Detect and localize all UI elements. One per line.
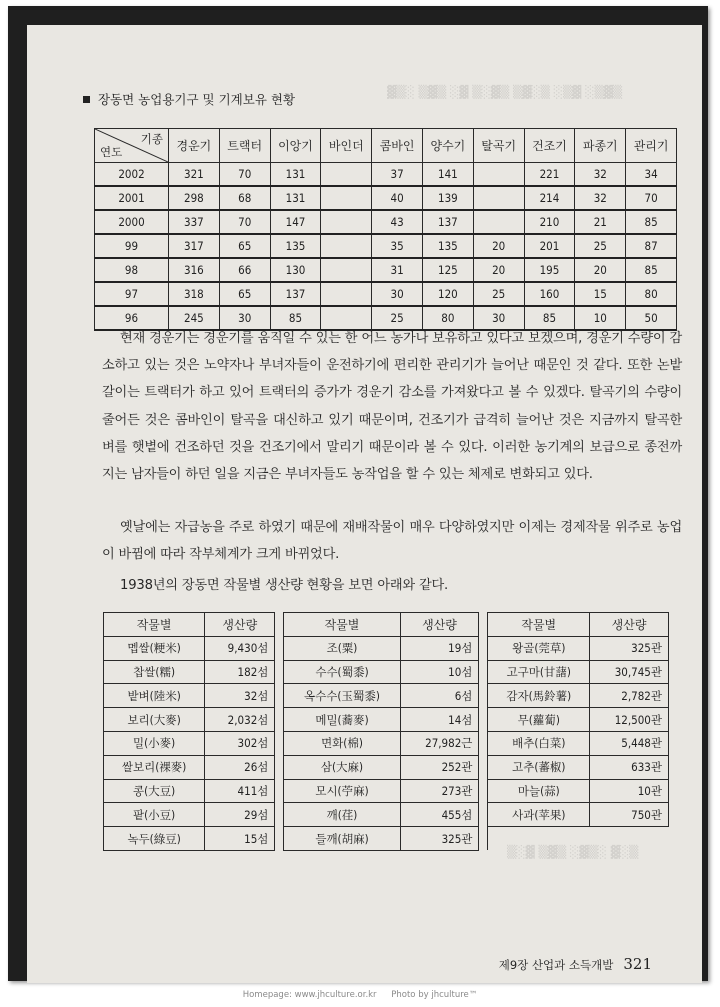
- count-cell: 160: [524, 282, 575, 306]
- column-gap: [479, 684, 488, 708]
- column-gap: [479, 731, 488, 755]
- crop-name-cell: 메밀(蕎麥): [284, 708, 400, 732]
- crop-name-cell: 찹쌀(糯): [104, 660, 205, 684]
- column-gap: [275, 827, 284, 851]
- count-cell: 130: [270, 258, 321, 282]
- crop-header: 작물별: [104, 613, 205, 637]
- count-cell: 85: [626, 258, 677, 282]
- count-cell: 30: [219, 306, 270, 330]
- crop-name-cell: 고구마(甘藷): [488, 660, 590, 684]
- chapter-title: 제9장 산업과 소득개발: [498, 958, 614, 972]
- column-gap: [479, 779, 488, 803]
- column-gap: [275, 613, 284, 637]
- machinery-column-header: 탈곡기: [473, 129, 524, 163]
- crop-name-cell: 사과(苹果): [488, 803, 590, 827]
- count-cell: 31: [372, 258, 423, 282]
- count-cell: [473, 210, 524, 234]
- crop-amount-cell: 6섬: [400, 684, 479, 708]
- book-page: [27, 25, 702, 983]
- crop-row: [104, 660, 669, 684]
- crop-name-cell: 고추(蕃椒): [488, 755, 590, 779]
- crop-row: [104, 779, 669, 803]
- machinery-column-header: 콤바인: [372, 129, 423, 163]
- count-cell: 135: [270, 234, 321, 258]
- count-cell: 298: [169, 186, 220, 210]
- count-cell: 131: [270, 186, 321, 210]
- count-cell: [321, 163, 372, 187]
- machinery-column-header: 경운기: [169, 129, 220, 163]
- count-cell: 147: [270, 210, 321, 234]
- photo-by-credit: Photo by jhculture™: [391, 990, 478, 1000]
- crop-row: [104, 731, 669, 755]
- count-cell: [321, 282, 372, 306]
- count-cell: 20: [473, 234, 524, 258]
- crop-amount-cell: 10섬: [400, 660, 479, 684]
- count-cell: 210: [524, 210, 575, 234]
- crop-production-table: [103, 612, 669, 851]
- count-cell: 195: [524, 258, 575, 282]
- count-cell: 137: [270, 282, 321, 306]
- crop-name-cell: 콩(大豆): [104, 779, 205, 803]
- column-gap: [275, 803, 284, 827]
- crop-amount-cell: 325관: [590, 636, 669, 660]
- crop-amount-cell: 26섬: [205, 755, 275, 779]
- count-cell: 87: [626, 234, 677, 258]
- count-cell: 85: [270, 306, 321, 330]
- count-cell: [321, 186, 372, 210]
- crop-row: [104, 636, 669, 660]
- photo-credit: [0, 990, 720, 1000]
- count-cell: [321, 234, 372, 258]
- count-cell: 30: [473, 306, 524, 330]
- crop-amount-cell: 29섬: [205, 803, 275, 827]
- crop-amount-cell: 252관: [400, 755, 479, 779]
- count-cell: 50: [626, 306, 677, 330]
- count-cell: 316: [169, 258, 220, 282]
- photo-frame: [8, 6, 708, 981]
- count-cell: 135: [422, 234, 473, 258]
- column-gap: [479, 613, 488, 637]
- crop-amount-cell: 32섬: [205, 684, 275, 708]
- column-gap: [479, 755, 488, 779]
- machinery-row: [95, 234, 677, 258]
- column-gap: [275, 755, 284, 779]
- column-gap: [479, 803, 488, 827]
- count-cell: 40: [372, 186, 423, 210]
- count-cell: 32: [575, 186, 626, 210]
- crop-amount-cell: 302섬: [205, 731, 275, 755]
- homepage-credit: Homepage: www.jhculture.or.kr: [242, 990, 377, 1000]
- column-gap: [275, 684, 284, 708]
- crop-name-cell: 모시(苧麻): [284, 779, 400, 803]
- machinery-header-row: [95, 129, 677, 163]
- crop-name-cell: 쌀보리(裸麥): [104, 755, 205, 779]
- amount-header: 생산량: [205, 613, 275, 637]
- column-gap: [275, 708, 284, 732]
- crop-amount-cell: 14섬: [400, 708, 479, 732]
- crop-name-cell: 수수(蜀黍): [284, 660, 400, 684]
- count-cell: 25: [575, 234, 626, 258]
- crop-name-cell: 녹두(綠豆): [104, 827, 205, 851]
- machinery-column-header: 이앙기: [270, 129, 321, 163]
- crop-amount-cell: 182섬: [205, 660, 275, 684]
- crop-amount-cell: 30,745관: [590, 660, 669, 684]
- corner-top-label: 기종: [140, 132, 163, 146]
- count-cell: 43: [372, 210, 423, 234]
- machinery-row: [95, 258, 677, 282]
- crop-amount-cell: 9,430섬: [205, 636, 275, 660]
- crop-name-cell: 조(粟): [284, 636, 400, 660]
- crop-row: [104, 827, 669, 851]
- crop-name-cell: 밀(小麥): [104, 731, 205, 755]
- crop-amount-cell: 10관: [590, 779, 669, 803]
- column-gap: [479, 827, 488, 851]
- count-cell: 65: [219, 234, 270, 258]
- crop-amount-cell: 27,982근: [400, 731, 479, 755]
- count-cell: [473, 163, 524, 187]
- crop-name-cell: 보리(大麥): [104, 708, 205, 732]
- machinery-row: [95, 163, 677, 187]
- count-cell: 70: [219, 163, 270, 187]
- count-cell: 15: [575, 282, 626, 306]
- crop-amount-cell: 5,448관: [590, 731, 669, 755]
- count-cell: 125: [422, 258, 473, 282]
- year-cell: 98: [95, 258, 169, 282]
- paragraph-machinery: 현재 경운기는 경운기를 움직일 수 있는 한 어느 농가나 보유하고 있다고 보겠으며, 경운기 수량이 감소하고 있는 것은 노약자나 부녀자들이 운전하기에 편리한 관리기가 늘어난 때문인 것 같다. 또한 논밭갈이는 트랙터가 하고 있어 트랙터의 증가가 경운기 감소를 가져왔다고 볼 수 있겠다. 탈곡기의 수량이 줄어든 것은 콤바인이 탈곡을 대신하고 있기 때문이며, 건조기가 급격히 늘어난 것은 지금까지 탈곡한 벼를 햇볕에 건조하던 것을 건조기에서 말리기 때문이라 볼 수 있다. 이러한 농기계의 보급으로 종전까지는 남자들이 하던 일을 지금은 부녀자들도 농작업을 할 수 있는 체제로 변화되고 있다.: [102, 331, 682, 483]
- count-cell: 245: [169, 306, 220, 330]
- year-cell: 2001: [95, 186, 169, 210]
- count-cell: 66: [219, 258, 270, 282]
- machinery-row: [95, 186, 677, 210]
- count-cell: 70: [626, 186, 677, 210]
- count-cell: [473, 186, 524, 210]
- crop-amount-cell: 2,032섬: [205, 708, 275, 732]
- crop-amount-cell: 750관: [590, 803, 669, 827]
- count-cell: 80: [422, 306, 473, 330]
- count-cell: 20: [575, 258, 626, 282]
- crop-name-cell: 밭벼(陸米): [104, 684, 205, 708]
- crop-name-cell: 왕골(莞草): [488, 636, 590, 660]
- count-cell: 35: [372, 234, 423, 258]
- count-cell: 131: [270, 163, 321, 187]
- crop-name-cell: 배추(白菜): [488, 731, 590, 755]
- count-cell: 10: [575, 306, 626, 330]
- count-cell: 65: [219, 282, 270, 306]
- count-cell: 201: [524, 234, 575, 258]
- machinery-column-header: 관리기: [626, 129, 677, 163]
- count-cell: [321, 258, 372, 282]
- machinery-column-header: 바인더: [321, 129, 372, 163]
- crop-amount-cell: 12,500관: [590, 708, 669, 732]
- count-cell: 20: [473, 258, 524, 282]
- crop-amount-cell: 2,782관: [590, 684, 669, 708]
- count-cell: 317: [169, 234, 220, 258]
- crop-row: [104, 684, 669, 708]
- count-cell: 120: [422, 282, 473, 306]
- crop-name-cell: 삼(大麻): [284, 755, 400, 779]
- count-cell: 68: [219, 186, 270, 210]
- bleed-through-text: ▓▒░ ▒▓▒ ░▓ ▒░▓▒ ▒▓░▒ ░▒▓ ░▒▓▒: [387, 85, 623, 99]
- crop-name-cell: 깨(荏): [284, 803, 400, 827]
- machinery-column-header: 건조기: [524, 129, 575, 163]
- count-cell: 137: [422, 210, 473, 234]
- year-cell: 96: [95, 306, 169, 330]
- count-cell: 25: [473, 282, 524, 306]
- count-cell: [321, 210, 372, 234]
- count-cell: 25: [372, 306, 423, 330]
- year-cell: 99: [95, 234, 169, 258]
- corner-bottom-label: 연도: [100, 145, 123, 159]
- crop-name-cell: 마늘(蒜): [488, 779, 590, 803]
- paragraph-crops: 옛날에는 자급농을 주로 하였기 때문에 재배작물이 매우 다양하였지만 이제는 경제작물 위주로 농업이 바뀜에 따라 작부체계가 크게 바뀌었다.: [102, 520, 682, 563]
- year-cell: 97: [95, 282, 169, 306]
- count-cell: 32: [575, 163, 626, 187]
- table-heading: 장동면 농업용기구 및 기계보유 현황: [83, 90, 295, 108]
- machinery-column-header: 트랙터: [219, 129, 270, 163]
- crop-name-cell: 멥쌀(粳米): [104, 636, 205, 660]
- column-gap: [479, 636, 488, 660]
- crop-amount-cell: 325관: [400, 827, 479, 851]
- machinery-table: [94, 128, 677, 331]
- crop-name-cell: 면화(棉): [284, 731, 400, 755]
- machinery-column-header: 양수기: [422, 129, 473, 163]
- page-footer: [499, 955, 652, 973]
- bleed-through-text: ▒░▓ ▒▓▒ ░▓▒░ ▓░▒: [507, 845, 639, 859]
- count-cell: 318: [169, 282, 220, 306]
- year-cell: 2002: [95, 163, 169, 187]
- count-cell: 34: [626, 163, 677, 187]
- column-gap: [479, 660, 488, 684]
- count-cell: 85: [524, 306, 575, 330]
- count-cell: 70: [219, 210, 270, 234]
- amount-header: 생산량: [590, 613, 669, 637]
- count-cell: 221: [524, 163, 575, 187]
- count-cell: 139: [422, 186, 473, 210]
- crop-name-cell: 들깨(胡麻): [284, 827, 400, 851]
- crop-row: [104, 755, 669, 779]
- crop-amount-cell: 455섬: [400, 803, 479, 827]
- crop-name-cell: 옥수수(玉蜀黍): [284, 684, 400, 708]
- crop-amount-cell: 19섬: [400, 636, 479, 660]
- column-gap: [275, 779, 284, 803]
- machinery-column-header: 파종기: [575, 129, 626, 163]
- crop-amount-cell: 273관: [400, 779, 479, 803]
- count-cell: 85: [626, 210, 677, 234]
- crop-amount-cell: 411섬: [205, 779, 275, 803]
- square-bullet-icon: [83, 96, 90, 103]
- count-cell: 337: [169, 210, 220, 234]
- crop-row: [104, 708, 669, 732]
- count-cell: 37: [372, 163, 423, 187]
- machinery-row: [95, 210, 677, 234]
- crop-name-cell: [488, 827, 590, 851]
- year-cell: 2000: [95, 210, 169, 234]
- crop-amount-cell: 15섬: [205, 827, 275, 851]
- page-number: 321: [623, 955, 652, 973]
- count-cell: 214: [524, 186, 575, 210]
- crop-header: 작물별: [488, 613, 590, 637]
- corner-cell: [95, 129, 169, 163]
- crop-row: [104, 803, 669, 827]
- amount-header: 생산량: [400, 613, 479, 637]
- crop-name-cell: 무(蘿蔔): [488, 708, 590, 732]
- count-cell: 80: [626, 282, 677, 306]
- crop-header-row: [104, 613, 669, 637]
- crop-name-cell: 감자(馬鈴薯): [488, 684, 590, 708]
- column-gap: [275, 731, 284, 755]
- crop-amount-cell: 633관: [590, 755, 669, 779]
- count-cell: 321: [169, 163, 220, 187]
- count-cell: 30: [372, 282, 423, 306]
- machinery-row: [95, 282, 677, 306]
- column-gap: [479, 708, 488, 732]
- crop-amount-cell: [590, 827, 669, 851]
- column-gap: [275, 636, 284, 660]
- count-cell: 141: [422, 163, 473, 187]
- crop-name-cell: 팥(小豆): [104, 803, 205, 827]
- crop-header: 작물별: [284, 613, 400, 637]
- paragraph-1938: 1938년의 장동면 작물별 생산량 현황을 보면 아래와 같다.: [120, 578, 449, 593]
- count-cell: 21: [575, 210, 626, 234]
- column-gap: [275, 660, 284, 684]
